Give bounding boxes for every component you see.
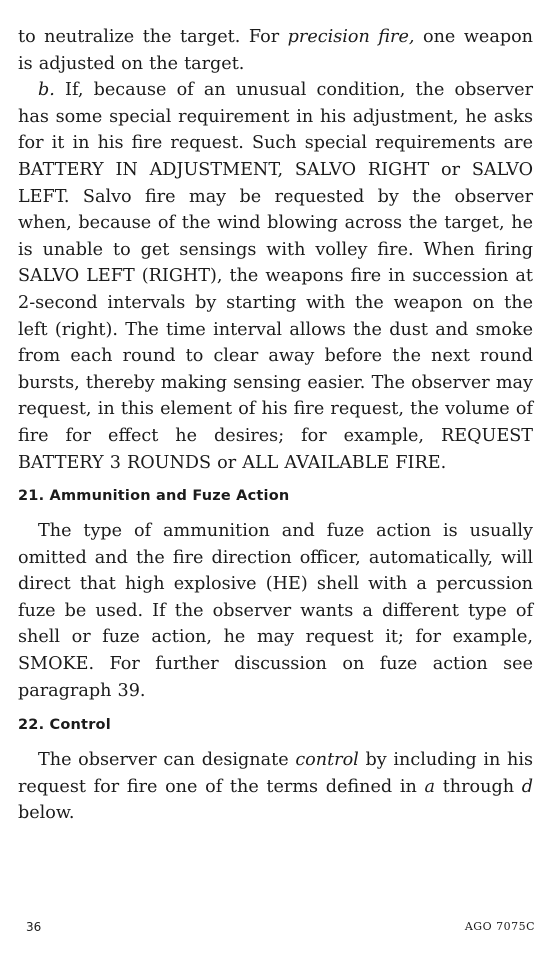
emphasis-d: d <box>521 776 534 797</box>
page-footer <box>26 920 535 934</box>
paragraph-ammunition: The type of ammunition and fuze action is usually omitted and the fire direction officer, automatically, will direct that high explosive (HE) shell with a percussion fuze be used. If the observer wants a different type of shell or fuze action, he may request it; for example, SMOKE. For further discussion on fuze action see paragraph 39. <box>18 521 533 701</box>
emphasis-control: control <box>295 750 359 771</box>
section-heading-22: 22. Control <box>18 717 111 734</box>
page-content <box>18 24 533 827</box>
paragraph-text: If, because of an unusual condition, the observer has some special requirement in his adjustment, he asks for it in his fire request. Such special requirements are BATTERY IN ADJUSTMENT, SALVO RIGHT or SALVO LEFT. Salvo fire may be requested by the observer when, because of the wind blowing across the target, he is unable to get sensings with volley fire. When firing SALVO LEFT (RIGHT), the weapons fire in succession at 2-second intervals by starting with the weapon on the left (right). The time interval allows the dust and smoke from each round to clear away before the next round bursts, thereby making sensing easier. The observer may request, in this element of his fire request, the volume of fire for effect he desires; for example, REQUEST BATTERY 3 ROUNDS or ALL AVAILABLE FIRE. <box>18 80 533 473</box>
page-number: 36 <box>26 920 42 934</box>
paragraph-text: to neutralize the target. For <box>18 27 288 47</box>
paragraph-text: through <box>435 776 522 797</box>
emphasis-a: a <box>424 776 436 797</box>
paragraph-b <box>18 77 533 476</box>
paragraph-text: The observer can designate <box>38 750 296 771</box>
paragraph-control <box>18 747 533 827</box>
paragraph-text: one weapon is adjusted on the target. <box>18 27 533 74</box>
section-heading-21: 21. Ammunition and Fuze Action <box>18 488 290 505</box>
emphasis-precision-fire: precision fire, <box>287 27 415 47</box>
paragraph-text: by including in his request for fire one of the terms defined in <box>18 750 533 797</box>
paragraph-marker: b. <box>38 80 55 101</box>
paragraph-continuation <box>18 24 533 77</box>
paragraph-text: below. <box>18 803 75 824</box>
document-code: AGO 7075C <box>464 920 535 933</box>
